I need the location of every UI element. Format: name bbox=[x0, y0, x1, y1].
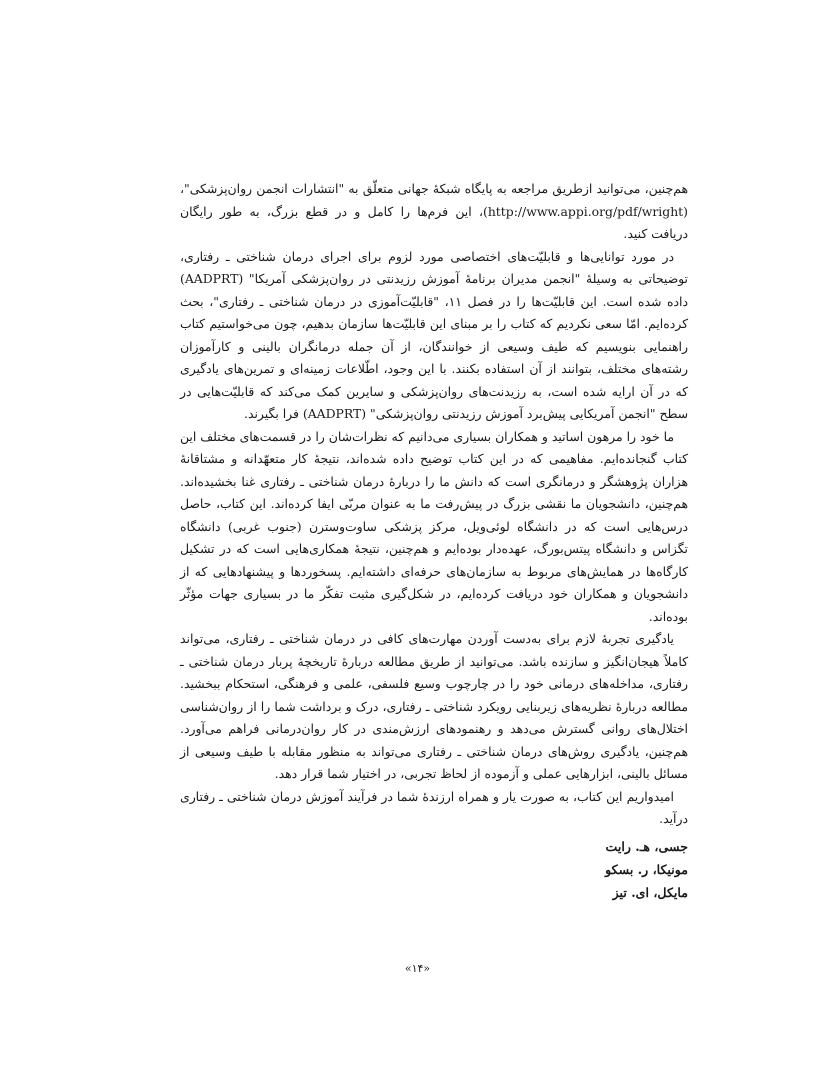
paragraph-competencies: در مورد توانایی‌ها و قابلیّت‌های اختصاصی مورد لزوم برای اجرای درمان شناختی ـ رفتاری، توضیحاتی به وسیلهٔ "انجمن مدیران برنامهٔ آموزش رزیدنتی در روان‌پزشکی آمریکا" (AADPRT) داده شده است. این قابلیّت‌ها را در فصل ۱۱، "قابلیّت‌آموزی در درمان شناختی ـ رفتاری"، بحث کرده‌ایم. امّا سعی نکردیم که کتاب را بر مبنای این قابلیّت‌ها سازمان بدهیم، چون می‌خواستیم کتاب راهنمایی بنویسیم که طیف وسیعی از خوانندگان، از آن جمله درمانگران بالینی و کارآموزان رشته‌های مختلف، بتوانند از آن استفاده بکنند. با این وجود، اطّلاعات زمینه‌ای و تمرین‌های یادگیری که در آن ارایه شده است، به رزیدنت‌های روان‌پزشکی و سایرین کمک می‌کند که قابلیّت‌هایی در سطح "انجمن آمریکایی پیش‌برد آموزش رزیدنتی روان‌پزشکی" (AADPRT) فرا بگیرند. bbox=[180, 248, 688, 421]
paragraph-closing-wish: امیدواریم این کتاب، به صورت یار و همراه ارزندهٔ شما در فرآیند آموزش درمان شناختی ـ رفتاری درآید. bbox=[180, 788, 688, 826]
paragraph-acknowledgements: ما خود را مرهون اساتید و همکاران بسیاری می‌دانیم که نظرات‌شان را در قسمت‌های مختلف این کتاب گنجانده‌ایم. مفاهیمی که در این کتاب توضیح داده شده‌اند، نتیجهٔ کار متعهّدانه و مشتاقانهٔ هزاران پژوهشگر و درمانگری است که دانش ما را دربارهٔ درمان شناختی ـ رفتاری غنا بخشیده‌اند. هم‌چنین، دانشجویان ما نقشی بزرگ در پیش‌رفت ما به عنوان مربّی ایفا کرده‌اند. این کتاب، حاصل درس‌هایی است که در دانشگاه لوئی‌ویل، مرکز پزشکی ساوت‌وسترن (جنوب غربی) دانشگاه تگزاس و دانشگاه پیتس‌بورگ، عهده‌دار بوده‌ایم و هم‌چنین، نتیجهٔ همکاری‌هایی است که در تشکیل کارگاه‌ها در همایش‌های مربوط به سازمان‌های حرفه‌ای داشته‌ایم. پسخوردها و پیشنهادهایی که از دانشجویان و همکاران خود دریافت کرده‌ایم، در شکل‌گیری مثبت تفکّر ما در بسیاری جهات مؤثّر بوده‌اند. bbox=[180, 428, 688, 624]
author-signatures bbox=[180, 835, 688, 904]
paragraph-forms-download: هم‌چنین، می‌توانید ازطریق مراجعه به پایگاه شبکهٔ جهانی متعلّق به "انتشارات انجمن روان‌پزشکی"، (http://www.appi.org/pdf/wright)، این فرم‌ها را کامل و در قطع بزرگ، به طور رایگان دریافت کنید. bbox=[180, 181, 688, 241]
page-number: «۱۴» bbox=[404, 962, 431, 975]
author-name: مونیکا، ر. بسکو bbox=[605, 861, 688, 877]
paragraph-learning-experience: یادگیری تجربهٔ لازم برای به‌دست آوردن مهارت‌های کافی در درمان شناختی ـ رفتاری، می‌تواند کاملاً هیجان‌انگیز و سازنده باشد. می‌توانید از طریق مطالعه دربارهٔ تاریخچهٔ پربار درمان شناختی ـ رفتاری، مداخله‌های درمانی خود را در چارچوب وسیع فلسفی، علمی و فرهنگی، استحکام ببخشید. مطالعه دربارهٔ نظریه‌های زیربنایی رویکرد شناختی ـ رفتاری، درک و برداشت شما را از روان‌شناسی اختلال‌های روانی گسترش می‌دهد و رهنمودهای ارزش‌مندی در کار روان‌درمانی فراهم می‌آورد. هم‌چنین، یادگیری روش‌های درمان شناختی ـ رفتاری می‌تواند به منظور مقابله با طیف وسیعی از مسائل بالینی، ابزارهایی عملی و آزموده از لحاظ تجربی، در اختیار شما قرار دهد. bbox=[180, 631, 688, 781]
author-name: جسی، هـ. رایت bbox=[605, 838, 688, 854]
author-name: مایکل، ای. تیز bbox=[612, 884, 688, 900]
preface-text bbox=[180, 178, 688, 904]
